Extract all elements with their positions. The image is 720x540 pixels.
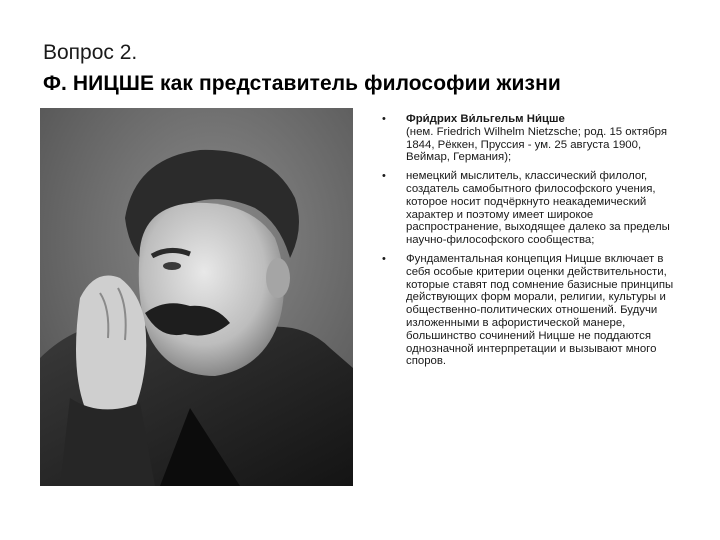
bullet-icon: • xyxy=(382,113,386,125)
bio-item-text: немецкий мыслитель, классический филолог, создатель самобытного философского учения, которое носит подчёркнуто неакадемический характер и поэтому имеет широкое распространение, выходящее далеко за пределы научно-философского сообщества; xyxy=(406,170,670,247)
bullet-icon: • xyxy=(382,170,386,183)
portrait-illustration xyxy=(40,108,353,486)
slide-heading xyxy=(43,40,683,97)
slide-title: Ф. НИЦШЕ как представитель философии жизни xyxy=(43,72,561,95)
bio-person-name: Фри́дрих Ви́льгельм Ни́цше xyxy=(406,113,565,125)
portrait-photo xyxy=(40,108,353,486)
bio-item-text: (нем. Friedrich Wilhelm Nietzsche; род. 15 октября 1844, Рёккен, Пруссия - ум. 25 августа 1900, Веймар, Германия); xyxy=(406,125,668,164)
question-label: Вопрос 2. xyxy=(43,41,138,64)
bio-item-name xyxy=(382,113,682,164)
bio-item-text: Фундаментальная концепция Ницше включает в себя особые критерии оценки действительности, которые ставят под сомнение базисные принципы действующих форм морали, религии, культуры и общественно-политических отношений. Будучи изложенными в афористической манере, большинство сочинений Ницше не поддаются однозначной интерпретации и вызывают много споров. xyxy=(406,252,674,368)
bio-item-description xyxy=(382,170,682,247)
bio-item-concept xyxy=(382,253,682,368)
biography-list xyxy=(382,113,682,374)
bullet-icon: • xyxy=(382,252,386,265)
